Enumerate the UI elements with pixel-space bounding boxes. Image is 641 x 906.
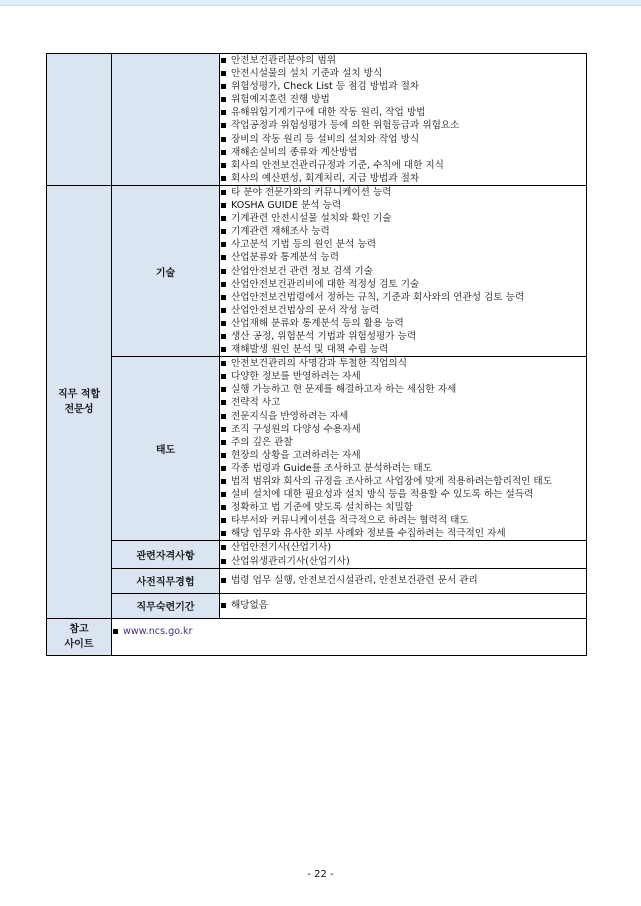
skill-row bbox=[47, 185, 587, 356]
proficiency-list-cell bbox=[220, 593, 587, 618]
list-item: 주의 깊은 관찰 bbox=[220, 436, 586, 449]
list-item: 작업공정과 위험성평가 등에 의한 위험등급과 위험요소 bbox=[220, 119, 586, 132]
cert-list-cell bbox=[220, 541, 587, 568]
list-item: 전략적 사고 bbox=[220, 396, 586, 409]
list-item: 타 분야 전문가와의 커뮤니케이션 능력 bbox=[220, 186, 586, 199]
list-item: 실행 가능하고 현 문제를 해결하고자 하는 세심한 자세 bbox=[220, 383, 586, 396]
list-item: 산업안전기사(산업기사) bbox=[220, 541, 586, 554]
list-item: 조직 구성원의 다양성 수용자세 bbox=[220, 423, 586, 436]
skill-label: 기술 bbox=[112, 185, 220, 356]
prior-row bbox=[47, 568, 587, 593]
knowledge-label-cell bbox=[112, 54, 220, 186]
list-item: 위험예지훈련 진행 방법 bbox=[220, 93, 586, 106]
prior-label: 사전직무경험 bbox=[112, 568, 220, 593]
list-item: 생산 공정, 위험분석 기법과 위험성평가 능력 bbox=[220, 330, 586, 343]
attitude-list-cell bbox=[220, 357, 587, 541]
reference-row bbox=[47, 618, 587, 655]
reference-label-line1: 참고 bbox=[69, 623, 89, 635]
list-item: 해당없음 bbox=[220, 599, 586, 612]
list-item: 산업안전보건관리비에 대한 적정성 검토 기술 bbox=[220, 278, 586, 291]
knowledge-row bbox=[47, 54, 587, 186]
list-item: 안전보건관리분야의 범위 bbox=[220, 54, 586, 67]
prior-list bbox=[220, 574, 586, 587]
attitude-list bbox=[220, 357, 586, 540]
proficiency-list bbox=[220, 599, 586, 612]
reference-link[interactable] bbox=[112, 625, 586, 638]
list-item: 산업분류와 통계분석 능력 bbox=[220, 251, 586, 264]
competency-table bbox=[46, 53, 587, 656]
list-item: 회사의 예산편성, 회계처리, 지급 방법과 절차 bbox=[220, 172, 586, 185]
list-item: 회사의 안전보건관리규정과 기준, 수칙에 대한 지식 bbox=[220, 159, 586, 172]
list-item: 산업안전보건법령에서 정하는 규칙, 기준과 회사와의 연관성 검토 능력 bbox=[220, 291, 586, 304]
list-item: 산업위생관리기사(산업기사) bbox=[220, 555, 586, 568]
top-border-bar bbox=[0, 0, 641, 6]
page-number: - 22 - bbox=[307, 869, 334, 880]
list-item: 안전시설물의 설치 기준과 설치 방식 bbox=[220, 67, 586, 80]
list-item: 사고분석 기법 등의 원인 분석 능력 bbox=[220, 238, 586, 251]
list-item: 산업안전보건 관련 정보 검색 기술 bbox=[220, 265, 586, 278]
prior-list-cell bbox=[220, 568, 587, 593]
reference-url[interactable]: www.ncs.go.kr bbox=[123, 625, 193, 637]
proficiency-row bbox=[47, 593, 587, 618]
competency-label-line2: 전문성 bbox=[64, 403, 94, 415]
reference-label bbox=[47, 618, 112, 655]
list-item: 기계관련 안전시설물 설치와 확인 기술 bbox=[220, 212, 586, 225]
skill-list-cell bbox=[220, 185, 587, 356]
list-item: 위험성평가, Check List 등 점검 방법과 절차 bbox=[220, 80, 586, 93]
reference-cell bbox=[112, 618, 587, 655]
list-item: 현장의 상황을 고려하려는 자세 bbox=[220, 449, 586, 462]
list-item: KOSHA GUIDE 분석 능력 bbox=[220, 199, 586, 212]
list-item: 해당 업무와 유사한 외부 사례와 정보를 수집하려는 적극적인 자세 bbox=[220, 527, 586, 540]
list-item: 다양한 정보를 반영하려는 자세 bbox=[220, 370, 586, 383]
list-item: 유해위험기계기구에 대한 작동 원리, 작업 방법 bbox=[220, 106, 586, 119]
list-item: 재해손실비의 종류와 계산방법 bbox=[220, 146, 586, 159]
knowledge-group-cell bbox=[47, 54, 112, 186]
list-item: 산업안전보건법상의 문서 작성 능력 bbox=[220, 304, 586, 317]
knowledge-list-cell bbox=[220, 54, 587, 186]
cert-row bbox=[47, 541, 587, 568]
attitude-label: 태도 bbox=[112, 357, 220, 541]
knowledge-list bbox=[220, 54, 586, 185]
competency-label-line1: 직무 적합 bbox=[57, 388, 101, 400]
skill-list bbox=[220, 186, 586, 356]
list-item: 각종 법령과 Guide를 조사하고 분석하려는 태도 bbox=[220, 462, 586, 475]
list-item: 장비의 작동 원리 등 설비의 설치와 작업 방식 bbox=[220, 133, 586, 146]
proficiency-label: 직무숙련기간 bbox=[112, 593, 220, 618]
reference-list bbox=[112, 625, 586, 638]
list-item: 기계관련 재해조사 능력 bbox=[220, 225, 586, 238]
list-item: 산업재해 분류와 통계분석 등의 활용 능력 bbox=[220, 317, 586, 330]
list-item: 재해발생 원인 분석 및 대책 수립 능력 bbox=[220, 343, 586, 356]
list-item: 안전보건관리의 사명감과 투철한 직업의식 bbox=[220, 357, 586, 370]
cert-label: 관련자격사항 bbox=[112, 541, 220, 568]
list-item: 법적 범위와 회사의 규정을 조사하고 사업장에 맞게 적용하려는합리적인 태도 bbox=[220, 475, 586, 488]
competency-label bbox=[47, 185, 112, 618]
attitude-row bbox=[47, 357, 587, 541]
list-item: 설비 설치에 대한 필요성과 설치 방식 등을 적용할 수 있도록 하는 설득력 bbox=[220, 488, 586, 501]
list-item: 타부서와 커뮤니케이션을 적극적으로 하려는 협력적 태도 bbox=[220, 514, 586, 527]
reference-label-line2: 사이트 bbox=[64, 638, 94, 650]
list-item: 정확하고 법 기준에 맞도록 설치하는 치밀함 bbox=[220, 501, 586, 514]
list-item: 법령 업무 실행, 안전보건시설관리, 안전보건관련 문서 관리 bbox=[220, 574, 586, 587]
list-item: 전문지식을 반영하려는 자세 bbox=[220, 410, 586, 423]
cert-list bbox=[220, 541, 586, 567]
